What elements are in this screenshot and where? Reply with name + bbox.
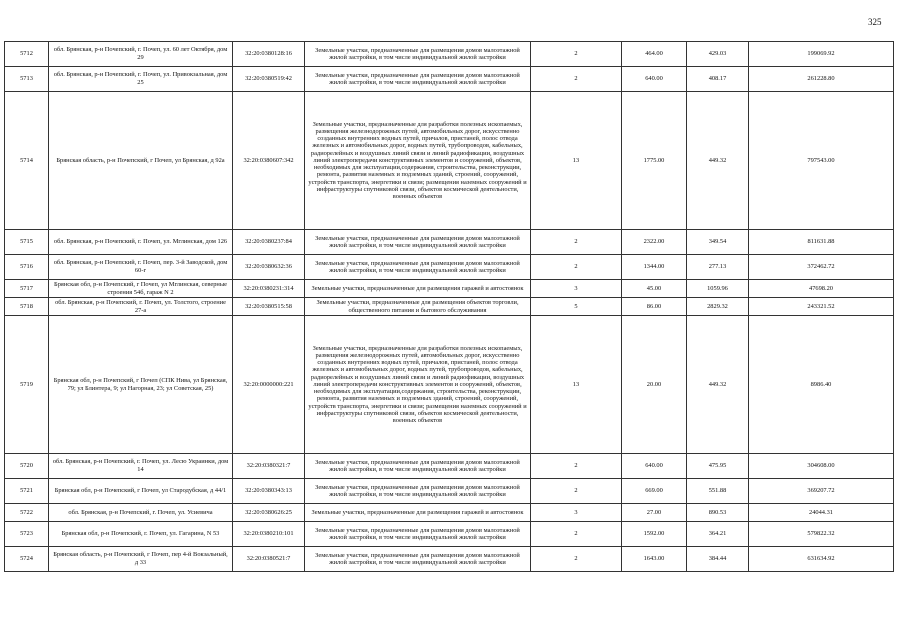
page-number: 325 <box>868 17 882 27</box>
area-cell: 464.00 <box>622 42 687 67</box>
use-group-cell: 2 <box>531 230 622 255</box>
row-number-cell: 5721 <box>5 479 49 504</box>
area-cell: 27.00 <box>622 504 687 522</box>
cadastral-value-cell: 369207.72 <box>749 479 894 504</box>
table-body <box>5 42 894 572</box>
table-row <box>5 230 894 255</box>
use-group-cell: 2 <box>531 522 622 547</box>
address-cell: Брянская обл, р-н Почепский, г Почеп, ул Мглинская, северные строения 54б, гараж N 2 <box>49 280 233 298</box>
cadastral-number-cell: 32:20:0380343:13 <box>233 479 305 504</box>
cadastral-value-cell: 372462.72 <box>749 255 894 280</box>
area-cell: 45.00 <box>622 280 687 298</box>
land-use-cell: Земельные участки, предназначенные для размещения домов малоэтажной жилой застройки, в том числе индивидуальной жилой застройки <box>305 522 531 547</box>
land-use-cell: Земельные участки, предназначенные для размещения гаражей и автостоянок <box>305 280 531 298</box>
table-row <box>5 255 894 280</box>
specific-value-cell: 449.32 <box>687 316 749 454</box>
land-use-cell: Земельные участки, предназначенные для размещения домов малоэтажной жилой застройки, в том числе индивидуальной жилой застройки <box>305 67 531 92</box>
land-use-cell: Земельные участки, предназначенные для разработки полезных ископаемых, размещения железнодорожных путей, автомобильных дорог, искусственно созданных внутренних водных путей, причалов, пристаней, полос отвода железных и автомобильных дорог, водных путей, трубопроводов, кабельных, радиорелейных и воздушных линий связи и линий радиофикации, воздушных линий электропередачи конструктивных элементов и сооружений, объектов, необходимых для эксплуатации,содержания, строительства, реконструкции, ремонта, развития наземных и подземных зданий, строений, сооружений, устройств транспорта, энергетики и связи; размещения наземных сооружений и инфраструктуры спутниковой связи, объектов космической деятельности, военных объектов <box>305 92 531 230</box>
use-group-cell: 3 <box>531 504 622 522</box>
row-number-cell: 5718 <box>5 298 49 316</box>
table-row <box>5 522 894 547</box>
cadastral-value-cell: 8986.40 <box>749 316 894 454</box>
cadastral-value-cell: 261228.80 <box>749 67 894 92</box>
cadastral-number-cell: 32:20:0380231:314 <box>233 280 305 298</box>
address-cell: Брянская обл, р-н Почепский, г Почеп, ул Стародубская, д 44/1 <box>49 479 233 504</box>
area-cell: 1775.00 <box>622 92 687 230</box>
specific-value-cell: 449.32 <box>687 92 749 230</box>
cadastral-number-cell: 32:20:0380521:7 <box>233 547 305 572</box>
specific-value-cell: 551.88 <box>687 479 749 504</box>
area-cell: 1643.00 <box>622 547 687 572</box>
row-number-cell: 5712 <box>5 42 49 67</box>
row-number-cell: 5714 <box>5 92 49 230</box>
cadastral-number-cell: 32:20:0380632:36 <box>233 255 305 280</box>
cadastral-number-cell: 32:20:0000000:221 <box>233 316 305 454</box>
specific-value-cell: 475.95 <box>687 454 749 479</box>
table-row <box>5 316 894 454</box>
land-use-cell: Земельные участки, предназначенные для размещения домов малоэтажной жилой застройки, в том числе индивидуальной жилой застройки <box>305 454 531 479</box>
specific-value-cell: 1059.96 <box>687 280 749 298</box>
address-cell: обл. Брянская, р-н Почепский, г. Почеп, ул. Толстого, строение 27-а <box>49 298 233 316</box>
cadastral-value-cell: 243321.52 <box>749 298 894 316</box>
use-group-cell: 2 <box>531 42 622 67</box>
land-use-cell: Земельные участки, предназначенные для размещения домов малоэтажной жилой застройки, в том числе индивидуальной жилой застройки <box>305 42 531 67</box>
specific-value-cell: 364.21 <box>687 522 749 547</box>
address-cell: обл. Брянская, р-н Почепский, г. Почеп, ул. 60 лет Октября, дом 29 <box>49 42 233 67</box>
use-group-cell: 2 <box>531 547 622 572</box>
table-row <box>5 92 894 230</box>
table-row <box>5 42 894 67</box>
use-group-cell: 2 <box>531 454 622 479</box>
cadastral-value-cell: 47698.20 <box>749 280 894 298</box>
land-use-cell: Земельные участки, предназначенные для размещения домов малоэтажной жилой застройки, в том числе индивидуальной жилой застройки <box>305 230 531 255</box>
row-number-cell: 5720 <box>5 454 49 479</box>
cadastral-number-cell: 32:20:0380237:84 <box>233 230 305 255</box>
table-row <box>5 454 894 479</box>
address-cell: Брянская обл, р-н Почепский, г. Почеп, ул. Гагарина, N 53 <box>49 522 233 547</box>
specific-value-cell: 2829.32 <box>687 298 749 316</box>
use-group-cell: 13 <box>531 92 622 230</box>
cadastral-number-cell: 32:20:0380626:25 <box>233 504 305 522</box>
cadastral-number-cell: 32:20:0380210:101 <box>233 522 305 547</box>
row-number-cell: 5713 <box>5 67 49 92</box>
row-number-cell: 5722 <box>5 504 49 522</box>
table-row <box>5 479 894 504</box>
land-use-cell: Земельные участки, предназначенные для разработки полезных ископаемых, размещения железнодорожных путей, автомобильных дорог, искусственно созданных внутренних водных путей, причалов, пристаней, полос отвода железных и автомобильных дорог, водных путей, трубопроводов, кабельных, радиорелейных и воздушных линий связи и линий радиофикации, воздушных линий электропередачи конструктивных элементов и сооружений, объектов, необходимых для эксплуатации,содержания, строительства, реконструкции, ремонта, развития наземных и подземных зданий, строений, сооружений, устройств транспорта, энергетики и связи; размещения наземных сооружений и инфраструктуры спутниковой связи, объектов космической деятельности, военных объектов <box>305 316 531 454</box>
address-cell: обл. Брянская, р-н Почепский, г. Почеп, ул. Привокзальная, дом 25 <box>49 67 233 92</box>
area-cell: 1344.00 <box>622 255 687 280</box>
address-cell: обл. Брянская, р-н Почепский, г. Почеп, ул. Лесю Украинки, дом 14 <box>49 454 233 479</box>
cadastral-number-cell: 32:20:0380128:16 <box>233 42 305 67</box>
specific-value-cell: 349.54 <box>687 230 749 255</box>
table-row <box>5 547 894 572</box>
cadastral-value-cell: 631634.92 <box>749 547 894 572</box>
cadastral-value-cell: 304608.00 <box>749 454 894 479</box>
cadastral-value-cell: 579822.32 <box>749 522 894 547</box>
cadastral-number-cell: 32:20:0380607:342 <box>233 92 305 230</box>
area-cell: 640.00 <box>622 67 687 92</box>
address-cell: Брянская область, р-н Почепский, г Почеп, ул Брянская, д 92а <box>49 92 233 230</box>
land-use-cell: Земельные участки, предназначенные для размещения объектов торговли, общественного питания и бытового обслуживания <box>305 298 531 316</box>
address-cell: Брянская обл, р-н Почепский, г Почеп (СПК Нива, ул Брянская, 79; ул Блинтера, 9; ул Нагорная, 23; ул Советская, 25) <box>49 316 233 454</box>
row-number-cell: 5724 <box>5 547 49 572</box>
cadastral-value-cell: 199069.92 <box>749 42 894 67</box>
specific-value-cell: 277.13 <box>687 255 749 280</box>
specific-value-cell: 408.17 <box>687 67 749 92</box>
area-cell: 640.00 <box>622 454 687 479</box>
use-group-cell: 3 <box>531 280 622 298</box>
cadastral-value-cell: 811631.88 <box>749 230 894 255</box>
address-cell: Брянская область, р-н Почепский, г Почеп, пер 4-й Вокзальный, д 33 <box>49 547 233 572</box>
cadastral-number-cell: 32:20:0380519:42 <box>233 67 305 92</box>
cadastral-number-cell: 32:20:0380515:58 <box>233 298 305 316</box>
land-use-cell: Земельные участки, предназначенные для размещения домов малоэтажной жилой застройки, в том числе индивидуальной жилой застройки <box>305 255 531 280</box>
table-row <box>5 280 894 298</box>
cadastral-value-table <box>4 41 894 572</box>
land-use-cell: Земельные участки, предназначенные для размещения домов малоэтажной жилой застройки, в том числе индивидуальной жилой застройки <box>305 547 531 572</box>
specific-value-cell: 384.44 <box>687 547 749 572</box>
address-cell: обл. Брянская, р-н Почепский, г. Почеп, ул. Мглинская, дом 126 <box>49 230 233 255</box>
area-cell: 1592.00 <box>622 522 687 547</box>
area-cell: 669.00 <box>622 479 687 504</box>
land-use-cell: Земельные участки, предназначенные для размещения домов малоэтажной жилой застройки, в том числе индивидуальной жилой застройки <box>305 479 531 504</box>
table-row <box>5 67 894 92</box>
address-cell: обл. Брянская, р-н Почепский, г. Почеп, пер. 3-й Заводской, дом 60-г <box>49 255 233 280</box>
row-number-cell: 5717 <box>5 280 49 298</box>
use-group-cell: 13 <box>531 316 622 454</box>
use-group-cell: 2 <box>531 67 622 92</box>
specific-value-cell: 429.03 <box>687 42 749 67</box>
cadastral-value-cell: 797543.00 <box>749 92 894 230</box>
specific-value-cell: 890.53 <box>687 504 749 522</box>
row-number-cell: 5723 <box>5 522 49 547</box>
land-use-cell: Земельные участки, предназначенные для размещения гаражей и автостоянок <box>305 504 531 522</box>
area-cell: 86.00 <box>622 298 687 316</box>
cadastral-number-cell: 32:20:0380321:7 <box>233 454 305 479</box>
use-group-cell: 2 <box>531 479 622 504</box>
area-cell: 2322.00 <box>622 230 687 255</box>
table-row <box>5 504 894 522</box>
table-row <box>5 298 894 316</box>
address-cell: обл. Брянская, р-н Почепский, г. Почеп, ул. Усиевича <box>49 504 233 522</box>
area-cell: 20.00 <box>622 316 687 454</box>
use-group-cell: 5 <box>531 298 622 316</box>
row-number-cell: 5716 <box>5 255 49 280</box>
cadastral-value-cell: 24044.31 <box>749 504 894 522</box>
row-number-cell: 5715 <box>5 230 49 255</box>
row-number-cell: 5719 <box>5 316 49 454</box>
use-group-cell: 2 <box>531 255 622 280</box>
